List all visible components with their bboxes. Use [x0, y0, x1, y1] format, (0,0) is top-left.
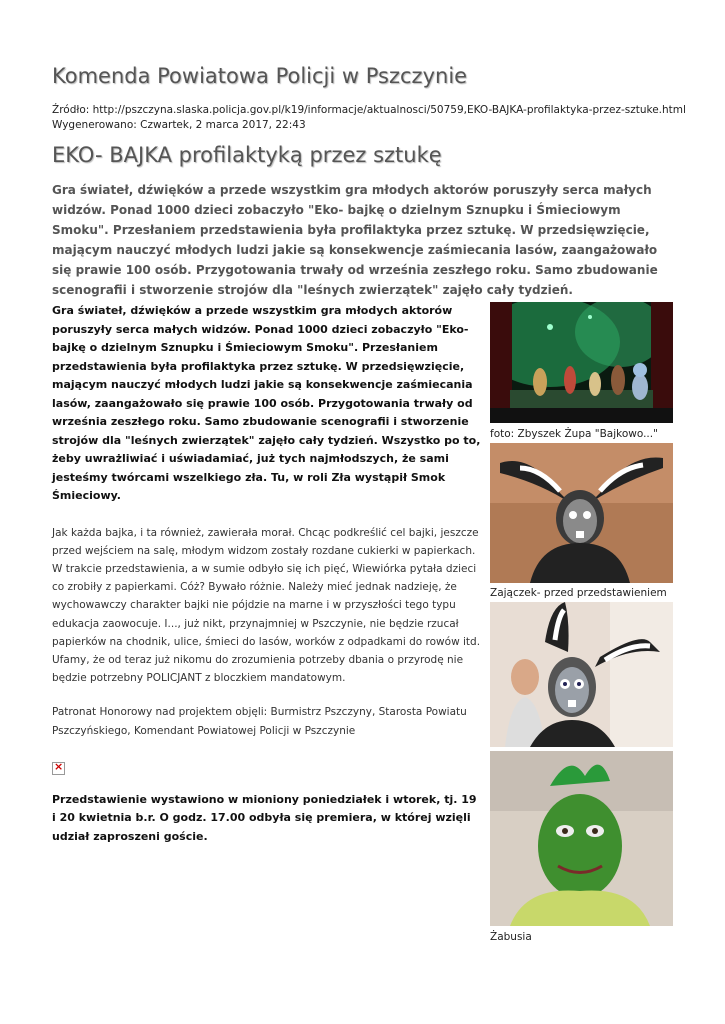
- broken-image-icon: ×: [54, 759, 64, 773]
- photo-caption-4: Żabusia: [490, 931, 532, 943]
- photo-makeup: [490, 602, 673, 747]
- article-title: EKO- BAJKA profilaktyką przez sztukę: [52, 143, 442, 167]
- article-paragraph-2: Patronat Honorowy nad projektem objęli: Burmistrz Pszczyny, Starosta Powiatu Pszczyńskiego, Komendant Powiatowej Policji w Pszczynie: [52, 706, 467, 737]
- site-title: Komenda Powiatowa Policji w Pszczynie: [52, 64, 468, 88]
- generated-line: Wygenerowano: Czwartek, 2 marca 2017, 22:43: [52, 119, 306, 131]
- photo-stage: [490, 302, 673, 423]
- photo-bunny: [490, 443, 673, 583]
- article-paragraph-1: Jak każda bajka, i ta również, zawierała morał. Chcąc podkreślić cel bajki, jeszcze przed wejściem na salę, młodym widzom zostały rozdane cukierki w papierkach. W trakcie przedstawienia, a w sumie odbyło się ich pięć, Wiewiórka pytała dzieci co zrobiły z papierkami. Cóż? Bywało różnie. Należy mieć jednak nadzieję, że wychowawczy charakter bajki nie pójdzie na marne i w przyszłości tego typu edukacja zaowocuje. I..., już nikt, przynajmniej w Pszczynie, nie będzie rzucał papierków na chodnik, ulice, śmieci do lasów, worków z odpadkami do rowów itd. Ufamy, że od teraz już nikomu do zrozumienia potrzeby dbania o przyrodę nie będzie potrzebny POLICJANT z bloczkiem mandatowym.: [52, 526, 481, 685]
- article-outro: Przedstawienie wystawiono w mioniony poniedziałek i wtorek, tj. 19 i 20 kwietnia b.r. O godz. 17.00 odbyła się premiera, w której wzięli udział zaproszeni goście.: [52, 792, 477, 843]
- photo-caption-1: foto: Zbyszek Żupa "Bajkowo...": [490, 428, 658, 440]
- article-lead: Gra świateł, dźwięków a przede wszystkim gra młodych aktorów poruszyły serca małych widzów. Ponad 1000 dzieci zobaczyło "Eko- bajkę o dzielnym Sznupku i Śmieciowym Smoku". Przesłaniem przedstawienia była profilaktyka przez sztukę. W przedsięwzięcie, mającym nauczyć młodych ludzi jakie są konsekwencje zaśmiecania lasów, zaangażowało się prawie 100 osób. Przygotowania trwały od września zeszłego roku. Samo zbudowanie scenografii i stworzenie strojów dla "leśnych zwierzątek" zajęło cały tydzień.: [52, 183, 658, 297]
- article-intro: Gra świateł, dźwięków a przede wszystkim gra młodych aktorów poruszyły serca małych widzów. Ponad 1000 dzieci zobaczyło "Eko- bajkę o dzielnym Sznupku i Śmieciowym Smoku". Przesłaniem przedstawienia była profilaktyka przez sztukę. W przedsięwzięcie, mającym nauczyć młodych ludzi jakie są konsekwencje zaśmiecania lasów, zaangażowało się prawie 100 osób. Przygotowania trwały od września zeszłego roku. Samo zbudowanie scenografii i stworzenie strojów dla "leśnych zwierzątek" zajęło cały tydzień. Wszystko po to, żeby uwrażliwiać i uświadamiać, już tych najmłodszych, że sami jesteśmy twórcami wszelkiego zła. Tu, w roli Zła wystąpił Smok Śmieciowy.: [52, 304, 481, 502]
- photo-frog: [490, 751, 673, 926]
- article-body: [52, 302, 484, 846]
- meta-info: [52, 103, 686, 133]
- source-line: Źródło: http://pszczyna.slaska.policja.gov.pl/k19/informacje/aktualnosci/50759,EKO-BAJKA-profilaktyka-przez-sztuke.html: [52, 104, 686, 116]
- photo-caption-2: Zajączek- przed przedstawieniem: [490, 587, 667, 599]
